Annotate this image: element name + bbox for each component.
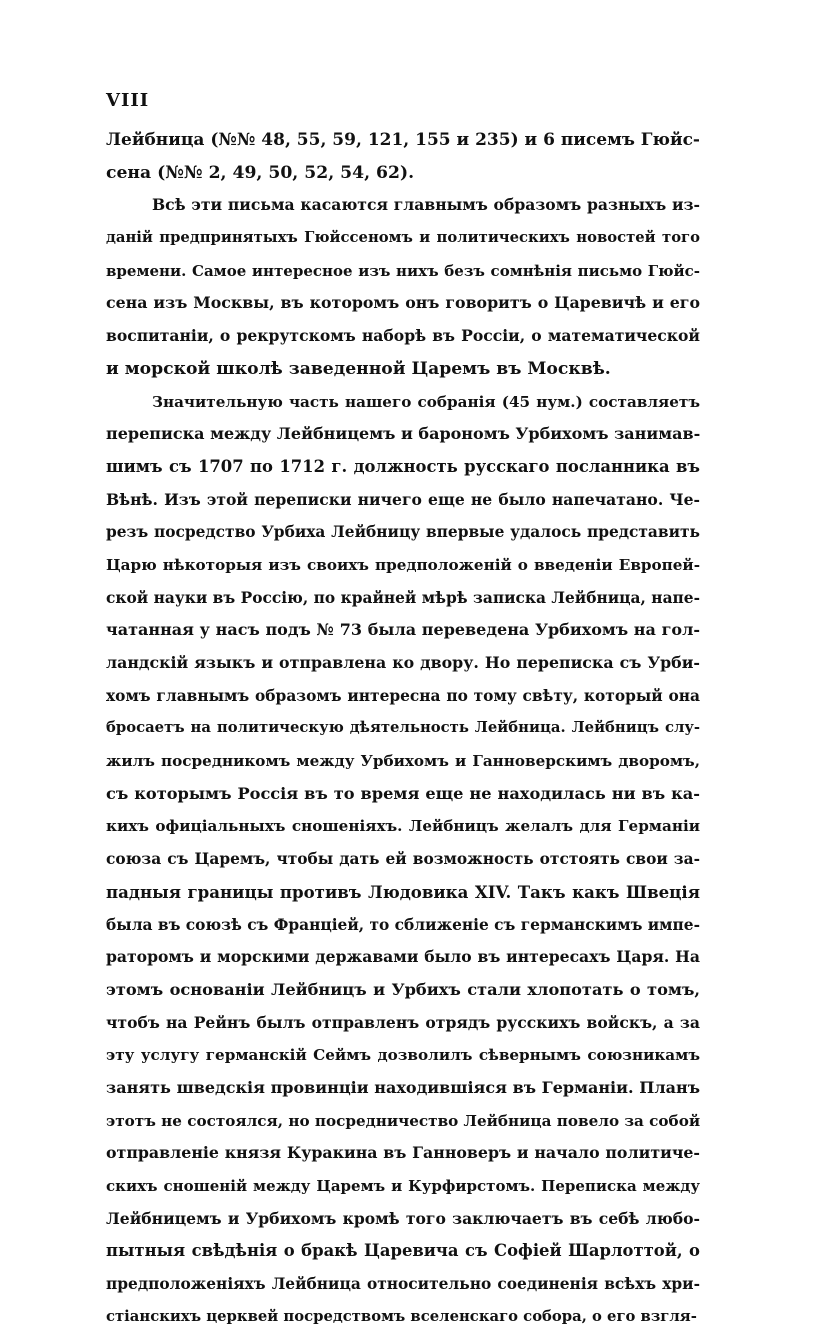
- text-line: чтобъ на Рейнъ былъ отправленъ отрядъ русскихъ войскъ, а за: [106, 1007, 700, 1040]
- text-line: жилъ посредникомъ между Урбихомъ и Ганноверскимъ дворомъ,: [106, 745, 700, 778]
- text-line: шимъ съ 1707 по 1712 г. должность русскаго посланника въ: [106, 451, 700, 484]
- page-number: VIII: [106, 90, 149, 111]
- body-text: [106, 124, 700, 1333]
- text-line: стіанскихъ церквей посредствомъ вселенскаго собора, о его взгля-: [106, 1301, 700, 1333]
- text-line: съ которымъ Россія въ то время еще не находилась ни въ ка-: [106, 778, 700, 811]
- text-line: чатанная у насъ подъ № 73 была переведена Урбихомъ на гол-: [106, 614, 700, 647]
- text-line: Значительную часть нашего собранія (45 нум.) составляетъ: [106, 386, 700, 419]
- text-line: переписка между Лейбницемъ и барономъ Урбихомъ занимав-: [106, 418, 700, 451]
- text-line: Вѣнѣ. Изъ этой переписки ничего еще не было напечатано. Че-: [106, 484, 700, 517]
- paragraph: [106, 189, 700, 385]
- text-line: кихъ офиціальныхъ сношеніяхъ. Лейбницъ желалъ для Германіи: [106, 810, 700, 843]
- text-line: Лейбница (№№ 48, 55, 59, 121, 155 и 235) и 6 писемъ Гюйс-: [106, 124, 700, 157]
- text-line: ской науки въ Россію, по крайней мѣрѣ записка Лейбница, напе-: [106, 582, 700, 615]
- text-line: сена изъ Москвы, въ которомъ онъ говоритъ о Царевичѣ и его: [106, 287, 700, 320]
- text-line: Царю нѣкоторыя изъ своихъ предположеній о введеніи Европей-: [106, 549, 700, 582]
- text-line: этотъ не состоялся, но посредничество Лейбница повело за собой: [106, 1105, 700, 1138]
- text-line: скихъ сношеній между Царемъ и Курфирстомъ. Переписка между: [106, 1170, 700, 1203]
- text-line: предположеніяхъ Лейбница относительно соединенія всѣхъ хри-: [106, 1268, 700, 1301]
- text-line: хомъ главнымъ образомъ интересна по тому свѣту, который она: [106, 680, 700, 713]
- text-line: ландскій языкъ и отправлена ко двору. Но переписка съ Урби-: [106, 647, 700, 680]
- text-line: Всѣ эти письма касаются главнымъ образомъ разныхъ из-: [106, 189, 700, 222]
- text-line: и морской школѣ заведенной Царемъ въ Москвѣ.: [106, 353, 700, 386]
- text-line: занять шведскія провинціи находившіяся въ Германіи. Планъ: [106, 1072, 700, 1105]
- text-line: времени. Самое интересное изъ нихъ безъ сомнѣнія письмо Гюйс-: [106, 255, 700, 288]
- text-line: отправленіе князя Куракина въ Ганноверъ и начало политиче-: [106, 1137, 700, 1170]
- text-line: воспитаніи, о рекрутскомъ наборѣ въ Россіи, о математической: [106, 320, 700, 353]
- text-line: бросаетъ на политическую дѣятельность Лейбница. Лейбницъ слу-: [106, 712, 700, 745]
- text-line: была въ союзѣ съ Франціей, то сближеніе съ германскимъ импе-: [106, 909, 700, 942]
- text-line: Лейбницемъ и Урбихомъ кромѣ того заключаетъ въ себѣ любо-: [106, 1203, 700, 1236]
- text-line: союза съ Царемъ, чтобы дать ей возможность отстоять свои за-: [106, 843, 700, 876]
- text-line: этомъ основаніи Лейбницъ и Урбихъ стали хлопотать о томъ,: [106, 974, 700, 1007]
- text-line: резъ посредство Урбиха Лейбницу впервые удалось представить: [106, 516, 700, 549]
- text-line: эту услугу германскій Сеймъ дозволилъ сѣвернымъ союзникамъ: [106, 1039, 700, 1072]
- text-line: даній предпринятыхъ Гюйссеномъ и политическихъ новостей того: [106, 222, 700, 255]
- text-line: раторомъ и морскими державами было въ интересахъ Царя. На: [106, 941, 700, 974]
- text-line: пытныя свѣдѣнія о бракѣ Царевича съ Софіей Шарлоттой, о: [106, 1235, 700, 1268]
- text-line: сена (№№ 2, 49, 50, 52, 54, 62).: [106, 157, 700, 190]
- text-line: падныя границы противъ Людовика XIV. Такъ какъ Швеція: [106, 876, 700, 909]
- paragraph: [106, 124, 700, 189]
